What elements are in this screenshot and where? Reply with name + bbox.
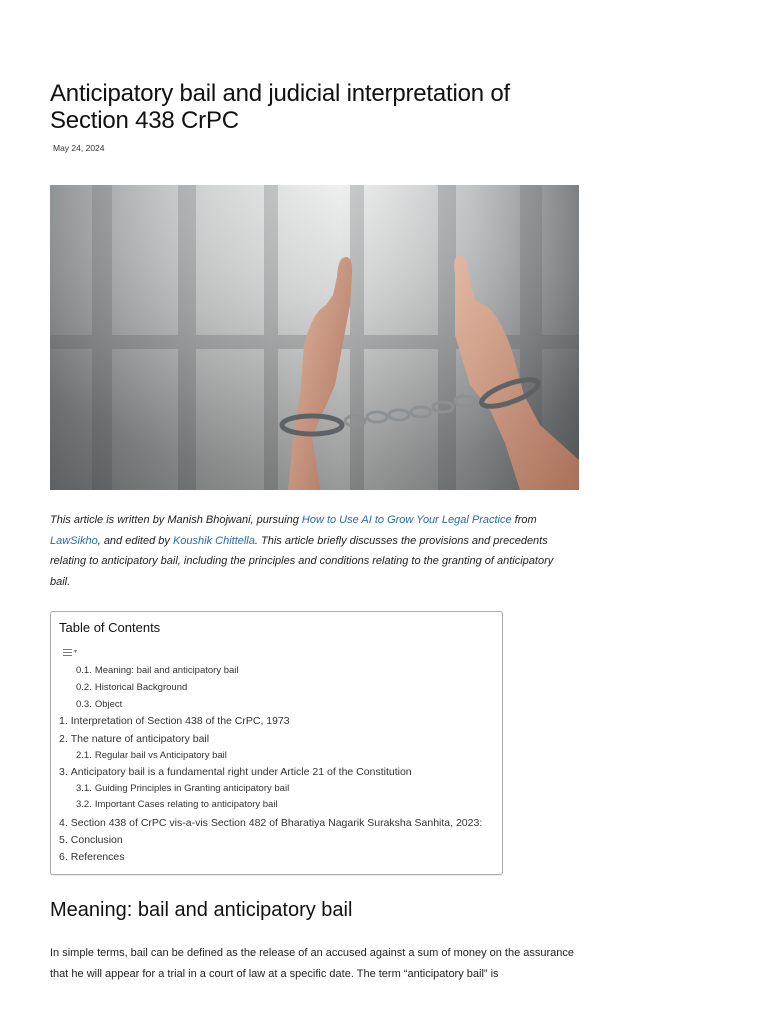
toc-item-link[interactable]: Important Cases relating to anticipatory bail [94, 799, 278, 810]
intro-text: , and edited by [97, 534, 173, 547]
table-of-contents [50, 611, 503, 875]
list-icon [63, 649, 72, 656]
editor-link[interactable]: Koushik Chittella [172, 534, 255, 547]
toc-item[interactable] [76, 750, 227, 761]
toc-item[interactable] [76, 682, 187, 693]
handcuffed-hands-image [50, 185, 579, 490]
chevron-down-icon: ▾ [74, 649, 78, 655]
toc-item[interactable] [59, 834, 123, 846]
toc-item[interactable] [76, 799, 278, 810]
toc-item-link[interactable]: Anticipatory bail is a fundamental right under Article 21 of the Constitution [70, 766, 412, 778]
toc-item[interactable] [59, 715, 290, 727]
toc-item[interactable] [59, 766, 412, 778]
course-link[interactable]: How to Use AI to Grow Your Legal Practice [301, 514, 512, 526]
toc-item-link[interactable]: Interpretation of Section 438 of the CrPC, 1973 [70, 715, 290, 727]
toc-item-number: 3.2. [76, 799, 92, 810]
toc-item-link[interactable]: Section 438 of CrPC vis-a-vis Section 482 of Bharatiya Nagarik Suraksha Sanhita, 2023: [70, 817, 483, 829]
toc-item[interactable] [76, 699, 122, 710]
toc-item-number: 4. [59, 817, 68, 829]
lawsikho-link[interactable]: LawSikho [50, 534, 98, 547]
toc-item-number: 6. [59, 851, 68, 863]
hero-image [50, 185, 579, 490]
toc-item[interactable] [76, 665, 239, 676]
article-date: May 24, 2024 [53, 143, 105, 153]
article-intro [50, 510, 570, 592]
toc-item-link[interactable]: The nature of anticipatory bail [70, 733, 210, 745]
intro-text: This article is written by Manish Bhojwani, pursuing [50, 514, 302, 526]
section-body: In simple terms, bail can be defined as the release of an accused against a sum of money on the assurance that he will appear for a trial in a court of law at a specific date. The term “anticipatory bail” is [50, 947, 575, 980]
toc-item-number: 1. [59, 715, 68, 727]
toc-item[interactable] [59, 733, 209, 745]
toc-item[interactable] [76, 783, 289, 794]
toc-item-link[interactable]: References [70, 851, 125, 863]
intro-text: from [511, 514, 537, 526]
toc-item-link[interactable]: Guiding Principles in Granting anticipatory bail [94, 783, 290, 794]
toc-item[interactable] [59, 851, 124, 863]
toc-item-link[interactable]: Conclusion [70, 834, 123, 846]
toc-toggle-button[interactable] [63, 646, 87, 658]
toc-item[interactable] [59, 817, 482, 829]
toc-item-number: 5. [59, 834, 68, 846]
toc-item-link[interactable]: Meaning: bail and anticipatory bail [94, 665, 239, 676]
toc-item-link[interactable]: Historical Background [94, 682, 188, 693]
toc-title: Table of Contents [59, 620, 161, 635]
article-title: Anticipatory bail and judicial interpretation of Section 438 CrPC [50, 80, 511, 134]
toc-item-link[interactable]: Regular bail vs Anticipatory bail [94, 750, 227, 761]
toc-item-link[interactable]: Object [94, 699, 123, 710]
toc-item-number: 2. [59, 733, 68, 745]
toc-item-number: 0.3. [76, 699, 92, 710]
toc-item-number: 3. [59, 766, 68, 778]
toc-item-number: 0.1. [76, 665, 92, 676]
toc-item-number: 3.1. [76, 783, 92, 794]
section-heading: Meaning: bail and anticipatory bail [50, 899, 353, 921]
intro-text: . This article briefly discusses the provisions and precedents relating to anticipatory bail, including the principles and conditions relating to the granting of anticipatory bail. [50, 534, 554, 588]
toc-item-number: 2.1. [76, 750, 92, 761]
toc-item-number: 0.2. [76, 682, 92, 693]
